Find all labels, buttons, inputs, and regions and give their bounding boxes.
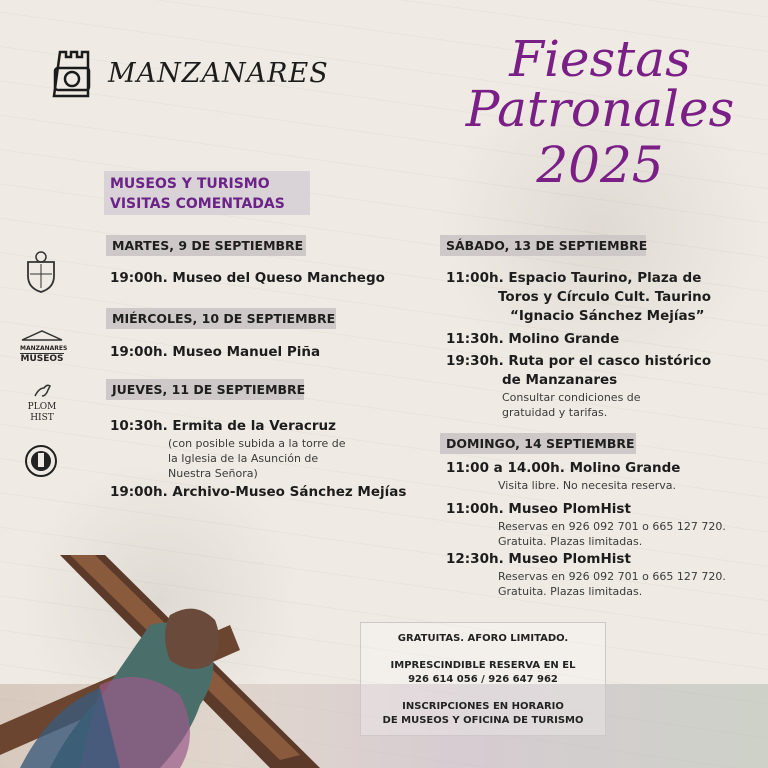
event-archivo-museo: 19:00h. Archivo-Museo Sánchez Mejías	[110, 484, 407, 500]
info-line1: GRATUITAS. AFORO LIMITADO.	[397, 633, 569, 644]
title-year: 2025	[536, 136, 664, 194]
brand-name: MANZANARES	[108, 58, 329, 89]
note-plomhist-1230-2: Gratuita. Plazas limitadas.	[498, 585, 643, 598]
christ-with-cross-illustration-icon	[0, 555, 320, 768]
museos-logo-line1: MANZANARES	[20, 345, 68, 352]
plomhist-logo	[22, 382, 62, 426]
section-tag-line1: MUSEOS Y TURISMO	[110, 176, 270, 192]
note-plomhist-1230-1: Reservas en 926 092 701 o 665 127 720.	[498, 570, 726, 583]
event-queso-manchego: 19:00h. Museo del Queso Manchego	[110, 270, 385, 286]
museos-logo	[20, 326, 68, 364]
note-plomhist-1100-1: Reservas en 926 092 701 o 665 127 720.	[498, 520, 726, 533]
coat-of-arms-logo-icon	[22, 250, 60, 296]
date-bar-miercoles: MIÉRCOLES, 10 DE SEPTIEMBRE	[106, 308, 336, 329]
date-bar-jueves: JUEVES, 11 DE SEPTIEMBRE	[106, 379, 304, 400]
note-plomhist-1100-2: Gratuita. Plazas limitadas.	[498, 535, 643, 548]
date-bar-sabado: SÁBADO, 13 DE SEPTIEMBRE	[440, 235, 646, 256]
date-bar-domingo: DOMINGO, 14 SEPTIEMBRE	[440, 433, 636, 454]
plomhist-logo-line1: PLOM	[27, 402, 57, 412]
museos-logo-line2: MUSEOS	[20, 354, 64, 364]
note-ermita-3: Nuestra Señora)	[168, 467, 258, 480]
note-molino-domingo: Visita libre. No necesita reserva.	[498, 479, 676, 492]
info-phones: 926 614 056 / 926 647 962	[408, 674, 558, 685]
info-line4: INSCRIPCIONES EN HORARIO	[402, 701, 564, 712]
event-ruta-casco-2: de Manzanares	[502, 372, 618, 388]
event-molino-grande-sabado: 11:30h. Molino Grande	[446, 331, 620, 347]
event-molino-grande-domingo: 11:00 a 14.00h. Molino Grande	[446, 460, 681, 476]
event-espacio-taurino-1: 11:00h. Espacio Taurino, Plaza de	[446, 270, 702, 286]
event-plomhist-1100: 11:00h. Museo PlomHist	[446, 501, 631, 517]
event-ermita-veracruz: 10:30h. Ermita de la Veracruz	[110, 418, 336, 434]
title-line-1: Fiestas	[509, 30, 691, 88]
info-line2: IMPRESCINDIBLE RESERVA EN EL	[390, 660, 576, 671]
info-box	[360, 622, 606, 736]
note-ruta-2: gratuidad y tarifas.	[502, 406, 608, 419]
note-ermita-2: la Iglesia de la Asunción de	[168, 452, 319, 465]
info-line5: DE MUSEOS Y OFICINA DE TURISMO	[382, 715, 584, 726]
horse-rider-icon	[32, 382, 52, 398]
date-bar-martes: MARTES, 9 DE SEPTIEMBRE	[106, 235, 306, 256]
event-espacio-taurino-2: Toros y Círculo Cult. Taurino	[498, 289, 712, 305]
camera-tower-logo-icon	[50, 48, 94, 100]
title-line-2: Patronales	[465, 80, 735, 138]
building-roof-icon	[20, 329, 64, 341]
event-plomhist-1230: 12:30h. Museo PlomHist	[446, 551, 631, 567]
section-tag-line2: VISITAS COMENTADAS	[110, 196, 285, 212]
plomhist-logo-line2: HIST	[30, 413, 54, 423]
event-manuel-pina: 19:00h. Museo Manuel Piña	[110, 344, 321, 360]
event-espacio-taurino-3: “Ignacio Sánchez Mejías”	[510, 308, 705, 324]
section-tag	[104, 171, 310, 215]
event-ruta-casco-1: 19:30h. Ruta por el casco histórico	[446, 353, 712, 369]
note-ermita-1: (con posible subida a la torre de	[168, 437, 346, 450]
archive-seal-logo-icon	[24, 444, 58, 478]
note-ruta-1: Consultar condiciones de	[502, 391, 641, 404]
